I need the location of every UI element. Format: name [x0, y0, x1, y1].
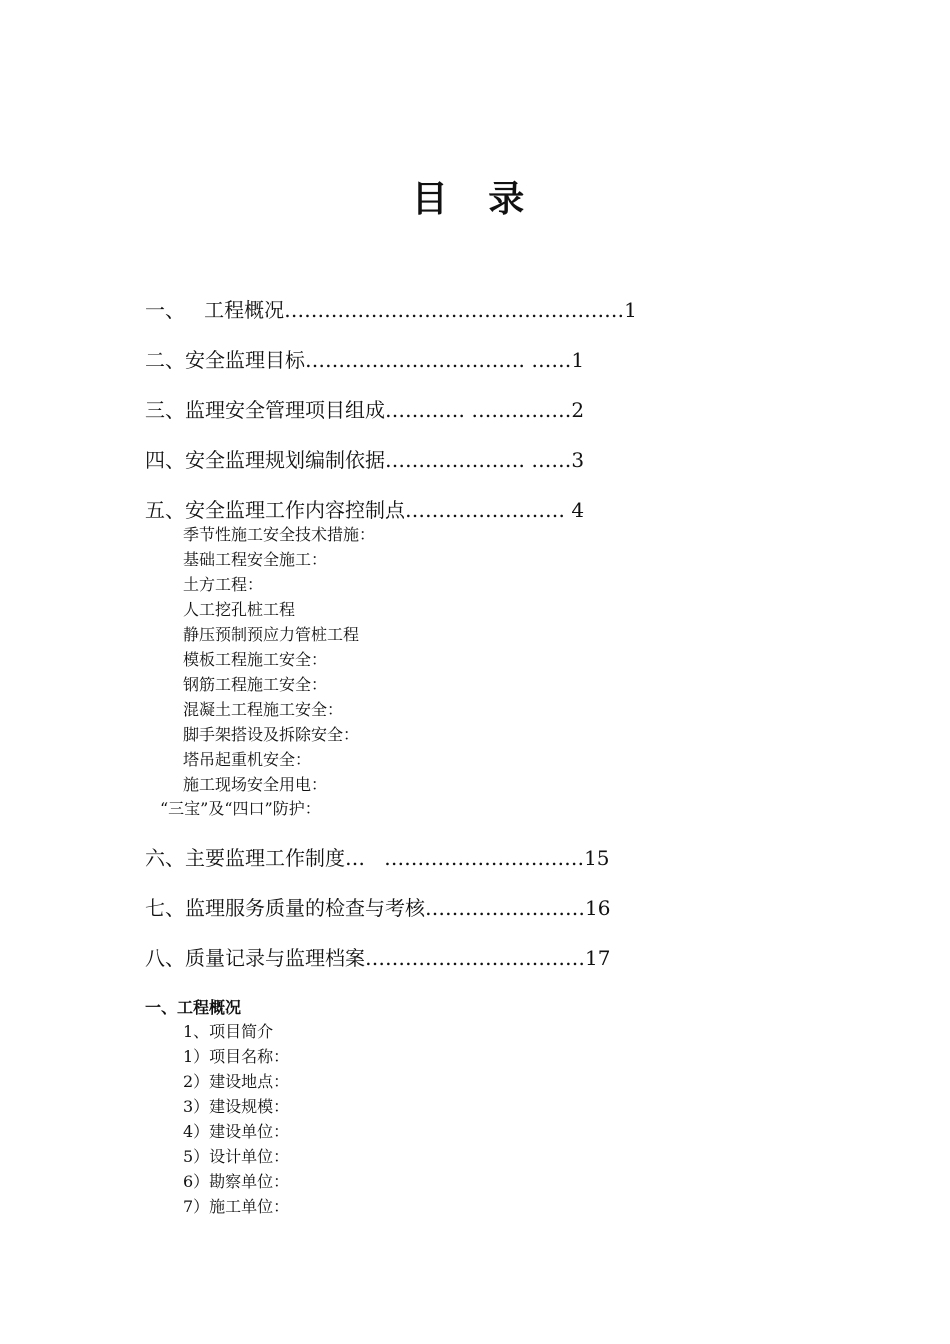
- toc-entry-6: 六、主要监理工作制度… …………………………15: [145, 846, 610, 870]
- toc-entry-1: 一、 工程概况……………………………………………1: [145, 298, 637, 322]
- toc-entry-7: 七、监理服务质量的检查与考核……………………16: [145, 896, 611, 920]
- toc-subitem: 土方工程：: [183, 575, 264, 594]
- section-item: 1、项目简介: [183, 1022, 274, 1041]
- section-item: 3）建设规模：: [183, 1097, 290, 1116]
- section-item: 7）施工单位：: [183, 1197, 290, 1216]
- toc-subitem: 静压预制预应力管桩工程: [183, 625, 360, 644]
- toc-title: 目 录: [411, 179, 539, 220]
- section-item: 4）建设单位：: [183, 1122, 290, 1141]
- toc-subitem: 施工现场安全用电：: [183, 775, 328, 794]
- toc-entry-4: 四、安全监理规划编制依据………………… ……3: [145, 448, 585, 472]
- section-heading: 一、工程概况: [145, 998, 242, 1017]
- toc-entry-8: 八、质量记录与监理档案……………………………17: [145, 946, 611, 970]
- toc-subitem: 混凝土工程施工安全：: [183, 700, 344, 719]
- toc-entry-2: 二、安全监理目标…………………………… ……1: [145, 348, 585, 372]
- section-item: 6）勘察单位：: [183, 1172, 290, 1191]
- toc-entry-5: 五、安全监理工作内容控制点…………………… 4: [145, 498, 585, 522]
- toc-subitem: 人工挖孔桩工程: [183, 600, 296, 619]
- section-item: 1）项目名称：: [183, 1047, 290, 1066]
- section-item: 2）建设地点：: [183, 1072, 290, 1091]
- toc-subitem: 脚手架搭设及拆除安全：: [183, 725, 360, 744]
- toc-subitem: 塔吊起重机安全：: [183, 750, 312, 769]
- toc-subitem: 基础工程安全施工：: [183, 550, 328, 569]
- toc-subitem: “三宝”及“四口”防护：: [160, 799, 321, 818]
- toc-subitem: 季节性施工安全技术措施：: [183, 525, 376, 544]
- toc-subitem: 模板工程施工安全：: [183, 650, 328, 669]
- toc-subitem: 钢筋工程施工安全：: [183, 675, 328, 694]
- toc-entry-3: 三、监理安全管理项目组成………… ……………2: [145, 398, 585, 422]
- section-item: 5）设计单位：: [183, 1147, 290, 1166]
